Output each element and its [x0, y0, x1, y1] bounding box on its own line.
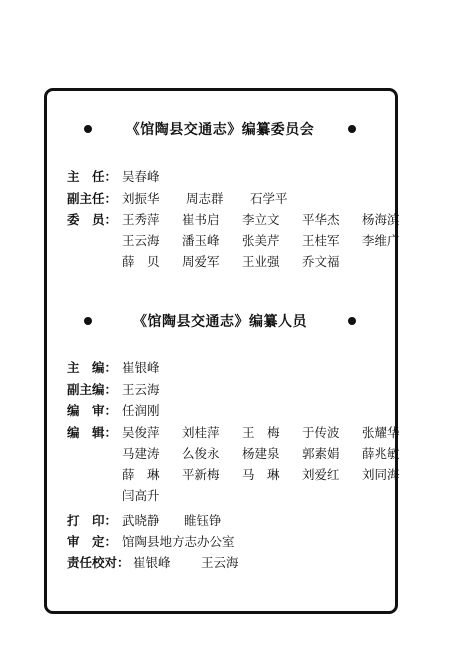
- person-name: 平新梅: [181, 467, 220, 482]
- person-name: 刘爱红: [301, 467, 340, 482]
- members-names: [122, 211, 399, 229]
- person-name: 王云海: [200, 555, 239, 570]
- editors-names: [122, 424, 399, 442]
- person-name: 闫高升: [122, 488, 160, 503]
- bullet-dot-icon: [348, 125, 356, 133]
- committee-section-title: [84, 119, 356, 139]
- person-name: 杨建泉: [241, 446, 280, 461]
- person-name: 王业强: [241, 254, 280, 269]
- person-name: 潘玉峰: [181, 233, 220, 248]
- person-name: 崔书启: [181, 212, 220, 227]
- person-name: 周爱军: [181, 254, 220, 269]
- chief-editor-names: [122, 359, 160, 377]
- approval-names: [122, 533, 235, 551]
- vice-chief-editor-label: 副主编：: [67, 382, 118, 397]
- person-name: 张耀华: [361, 425, 400, 440]
- person-name: 杨海滨: [361, 212, 400, 227]
- person-name: 刘桂萍: [181, 425, 220, 440]
- typist-label: 打 印：: [67, 513, 118, 528]
- person-name: 薛兆敏: [361, 446, 400, 461]
- vice-director-names: [122, 190, 287, 208]
- person-name: 王 梅: [241, 425, 280, 440]
- bullet-dot-icon: [348, 317, 356, 325]
- approval-label: 审 定：: [67, 534, 118, 549]
- editors-names: [122, 466, 399, 484]
- person-name: 睢钰铮: [183, 513, 222, 528]
- editors-label: 编 辑：: [67, 425, 118, 440]
- person-name: 张美芹: [241, 233, 280, 248]
- person-name: 王云海: [122, 233, 160, 248]
- proofreader-names: [133, 554, 239, 572]
- person-name: 李立文: [241, 212, 280, 227]
- person-name: 武晓静: [122, 513, 160, 528]
- person-name: 郭素娟: [301, 446, 340, 461]
- bullet-dot-icon: [84, 125, 92, 133]
- person-name: 李维广: [361, 233, 400, 248]
- person-name: 任润刚: [122, 403, 160, 418]
- person-name: 吴俊萍: [122, 425, 160, 440]
- members-names: [122, 253, 339, 271]
- person-name: 王桂军: [301, 233, 340, 248]
- person-name: 崔银峰: [133, 555, 171, 570]
- typist-names: [122, 512, 222, 530]
- staff-section-title: [84, 311, 356, 331]
- director-label: 主 任：: [67, 169, 118, 184]
- reviewer-names: [122, 402, 160, 420]
- organization-name: 馆陶县地方志办公室: [122, 534, 235, 549]
- person-name: 石学平: [249, 191, 288, 206]
- person-name: 薛 琳: [122, 467, 160, 482]
- staff-title-text: 《馆陶县交通志》编纂人员: [133, 314, 307, 330]
- person-name: 刘振华: [122, 191, 160, 206]
- proofreader-label: 责任校对：: [67, 555, 130, 570]
- members-label: 委 员：: [67, 212, 118, 227]
- reviewer-label: 编 审：: [67, 403, 118, 418]
- chief-editor-label: 主 编：: [67, 360, 118, 375]
- committee-title-text: 《馆陶县交通志》编纂委员会: [125, 122, 315, 138]
- person-name: 马建涛: [122, 446, 160, 461]
- person-name: 平华杰: [301, 212, 340, 227]
- members-names: [122, 232, 399, 250]
- vice-chief-editor-names: [122, 381, 160, 399]
- vice-director-label: 副主任：: [67, 191, 118, 206]
- editors-names: [122, 487, 160, 505]
- person-name: 么俊永: [181, 446, 220, 461]
- person-name: 乔文福: [301, 254, 340, 269]
- person-name: 吴春峰: [122, 169, 160, 184]
- person-name: 王云海: [122, 382, 160, 397]
- editors-names: [122, 445, 399, 463]
- person-name: 王秀萍: [122, 212, 160, 227]
- person-name: 马 琳: [241, 467, 280, 482]
- director-names: [122, 168, 160, 186]
- person-name: 薛 贝: [122, 254, 160, 269]
- bullet-dot-icon: [84, 317, 92, 325]
- person-name: 周志群: [185, 191, 224, 206]
- person-name: 于传波: [301, 425, 340, 440]
- person-name: 刘同海: [361, 467, 400, 482]
- person-name: 崔银峰: [122, 360, 160, 375]
